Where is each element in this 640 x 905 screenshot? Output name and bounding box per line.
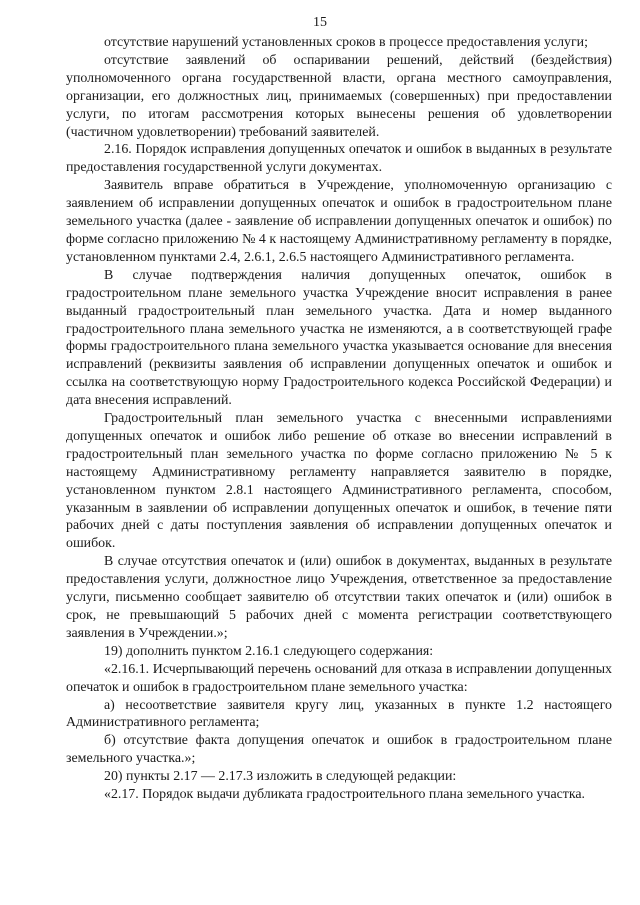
paragraph-refusal-reason-a: а) несоответствие заявителя кругу лиц, указанных в пункте 1.2 настоящего Административного регламента;	[66, 697, 612, 731]
paragraph-item-20: 20) пункты 2.17 — 2.17.3 изложить в следующей редакции:	[104, 769, 457, 785]
page-number: 15	[313, 15, 327, 30]
paragraph-no-deadline-violations: отсутствие нарушений установленных сроков в процессе предоставления услуги;	[104, 35, 588, 50]
paragraph-applicant-right: Заявитель вправе обратиться в Учреждение, уполномоченную организацию с заявлением об исправлении допущенных опечаток и ошибок в градостроительном плане земельного участка (далее - заявление об исправлении допущенных опечаток и ошибок) по форме согласно приложению № 4 к настоящему Административному регламенту в порядке, установленном пунктами 2.4, 2.6.1, 2.6.5 настоящего Административного регламента.	[66, 178, 612, 265]
paragraph-2-17-heading: «2.17. Порядок выдачи дубликата градостроительного плана земельного участка.	[104, 787, 586, 803]
paragraph-no-appeals: отсутствие заявлений об оспаривании решений, действий (бездействия) уполномоченного органа государственной власти, органа местного самоуправления, организации, его должностных лиц, принимаемых (совершенных) при предоставлении услуги, по итогам рассмотрения которых вынесены решения об удовлетворении (частичном удовлетворении) требований заявителей.	[66, 52, 612, 140]
paragraph-refusal-reason-b: б) отсутствие факта допущения опечаток и ошибок в градостроительном плане земельного участка.»;	[66, 733, 612, 767]
paragraph-absence-of-errors: В случае отсутствия опечаток и (или) ошибок в документах, выданных в результате предоставления услуги, должностное лицо Учреждения, ответственное за предоставление услуги, письменно сообщает заявителю об отсутствии таких опечаток и (или) ошибок в срок, не превышающий 5 рабочих дней с момента регистрации соответствующего заявления в Учреждении.»;	[66, 554, 612, 641]
paragraph-item-19: 19) дополнить пунктом 2.16.1 следующего содержания:	[104, 643, 434, 659]
paragraph-2-16-1: «2.16.1. Исчерпывающий перечень оснований для отказа в исправлении допущенных опечаток и ошибок в градостроительном плане земельного участка:	[66, 661, 612, 695]
paragraph-confirmation-of-errors: В случае подтверждения наличия допущенных опечаток, ошибок в градостроительном плане земельного участка Учреждение вносит исправления в ранее выданный градостроительный план земельного участка. Дата и номер выданного градостроительного плана земельного участка не изменяются, а в соответствующей графе формы градостроительного плана земельного участка указывается основание для внесения исправлений (реквизиты заявления об исправлении допущенных опечаток и ошибок и ссылка на соответствующую норму Градостроительного кодекса Российской Федерации) и дата внесения исправлений.	[66, 267, 612, 409]
paragraph-corrected-plan-delivery: Градостроительный план земельного участка с внесенными исправлениями допущенных опечаток и ошибок либо решение об отказе во внесении исправлений в градостроительный план земельного участка по форме согласно приложению № 5 к настоящему Административному регламенту направляется заявителю в порядке, установленном пунктом 2.8.1 настоящего Административного регламента, способом, указанным в заявлении об исправлении допущенных опечаток и ошибок, в течение пяти рабочих дней с даты поступления заявления об исправлении допущенных опечаток и ошибок.	[66, 411, 612, 552]
section-2-16-heading: 2.16. Порядок исправления допущенных опечаток и ошибок в выданных в результате предоставления государственной услуги документах.	[66, 142, 612, 176]
document-body	[66, 34, 612, 804]
